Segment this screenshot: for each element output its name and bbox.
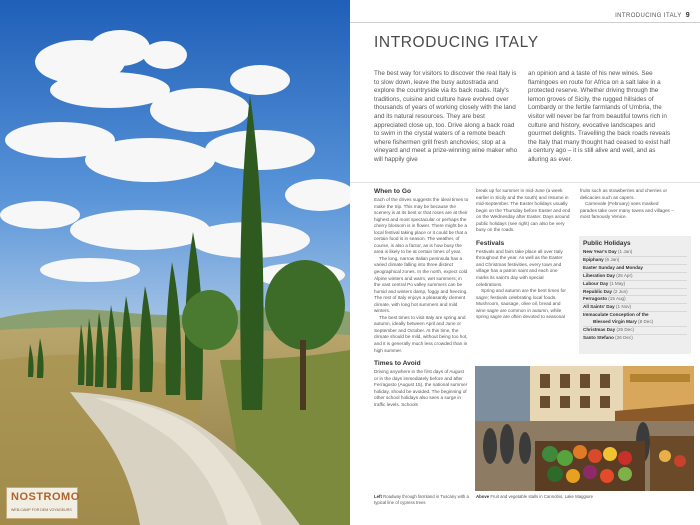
- holiday-row: [583, 273, 687, 281]
- holiday-date: (2 Jun): [613, 288, 628, 294]
- page-title: INTRODUCING ITALY: [374, 34, 539, 51]
- holiday-name: Ferragosto: [583, 296, 607, 302]
- body-column-2: [476, 188, 571, 321]
- holiday-name: Christmas Day: [583, 327, 616, 333]
- when-to-go-paragraph-1: Each of the drives suggests the ideal times to make the trip. This may be because the scenery is at its best or that roses are at their highest and most spectacular or perhaps the cherry blossom is in flower. There might be a local festival taking place or it could be that a certain food is in season. The weather, of course, is also a factor, as is how busy the area is likely to be at certain times of year.: [374, 197, 469, 255]
- holiday-name: Labour Day: [583, 280, 609, 286]
- holiday-date: (1 Jan): [617, 249, 633, 254]
- carnevale-paragraph: Carnevale (February) sees masked parades take over many towns and villages – most famously Venice.: [580, 201, 674, 220]
- festivals-heading: Festivals: [476, 239, 505, 247]
- holiday-name: Immaculate Conception of the: [583, 312, 649, 318]
- holiday-name: New Year's Day: [583, 249, 617, 254]
- broadleaf-tree: [265, 260, 345, 350]
- holiday-row: [583, 304, 687, 312]
- page-number: 9: [685, 12, 690, 19]
- holiday-row: [583, 265, 687, 273]
- produce-crates: [535, 441, 645, 491]
- holiday-date: (25 Apr): [616, 272, 633, 278]
- watermark-tagline: WEB-CAMP FOR DEM VOYAGEURS: [11, 508, 72, 512]
- holiday-row: [583, 249, 687, 257]
- caption-left-text: Roadway through farmland in Tuscany with a typical line of cypress trees: [374, 494, 469, 505]
- caption-above: [476, 494, 691, 500]
- text-page: [350, 0, 700, 525]
- holiday-name: Republic Day: [583, 288, 613, 294]
- watermark-brand: NOSTROMO: [11, 491, 80, 503]
- public-holidays-box: [579, 236, 691, 354]
- body-column-3: [580, 188, 675, 221]
- festivals-paragraph-1: Festivals and fairs take place all over Italy throughout the year. As well as the Easter and Christmas festivities, every town and village has a patron saint and each one marks its saint's day with special celebrations.: [476, 248, 563, 287]
- caption-above-label: Above: [476, 494, 490, 499]
- holiday-date: (15 Aug): [608, 296, 626, 302]
- intro-column-1: The best way for visitors to discover the real Italy is to slow down, leave the busy autostrada and explore the countryside via its back roads. Italy's traditions, cuisine and culture have evolved over thousands of years of working closely with the land and its natural resources. They are best appreciated close up, too. Drive along a back road to swim in the crystal waters of a remote beach where fishermen grill fresh anchovies; stop at a vineyard and meet a prize-winning wine maker who will happily give: [374, 70, 518, 163]
- school-holidays-paragraph: break up for summer in mid-June (a week earlier in Sicily and the south) and resume in mid-September. The Easter holidays usually begin on the Thursday before Easter and end on the Wednesday after Easter. Days around public holidays (see right) can also be very busy on the roads.: [476, 188, 571, 233]
- when-to-go-heading: When to Go: [374, 188, 411, 195]
- caption-above-text: Fruit and vegetable stalls in Cannobio, Lake Maggiore: [490, 494, 594, 499]
- intro-column-2: an opinion and a taste of his new wines. See flamingoes en route for Africa on a salt lake in a protected reserve. Whether driving through the lemon groves of Sicily, the rugged hillsides of Lombardy or the fertile farmlands of Umbria, the visitor will never be far from beautiful towns rich in culture and history, evocative landscapes and gourmet delights. Travelling the back roads reveals the Italy that many thought had ceased to exist half a century ago – it is still alive and well, and as alluring as ever.: [528, 70, 671, 163]
- market-photo: [475, 366, 694, 491]
- holiday-row: [583, 296, 687, 304]
- running-head: [615, 12, 690, 19]
- caption-left: [374, 494, 472, 505]
- holiday-date: (1 Nov): [616, 304, 632, 310]
- running-head-section: INTRODUCING ITALY: [615, 13, 682, 19]
- holiday-name: Santo Stefano: [583, 334, 614, 340]
- holiday-date: (26 Dec): [615, 334, 633, 340]
- when-to-go-paragraph-2: The long, narrow Italian peninsula has a varied climate falling into three distinct geographical zones. In the north, expect cold Alpine winters and warm, wet summers; in the vast central Po valley summers can be humid and winters damp, foggy and freezing. The rest of Italy enjoys a pleasantly clement climate, with long hot summers and mild winters.: [374, 255, 468, 314]
- holiday-row: [583, 312, 687, 319]
- festivals-paragraph-2: Spring and autumn are the best times for sagre; festivals celebrating local foods. Mushroom, sausage, olive oil, bread and wine sagre are common in autumn, while spring sagre are often devoted to seasonal: [476, 288, 566, 320]
- holiday-row: [583, 257, 687, 265]
- when-to-go-paragraph-3: The best times to visit Italy are spring and autumn, ideally between April and June or September and October. At this time, the climate should be mild, without being too hot, and it is generally much less crowded than in high summer.: [374, 314, 468, 353]
- holiday-date: (8 Dec): [638, 319, 654, 325]
- holiday-row: [583, 335, 687, 342]
- header-divider: [350, 22, 700, 23]
- market-stall-illustration: [475, 366, 694, 491]
- holiday-date: (1 May): [609, 280, 626, 286]
- holiday-name: Easter Sunday and Monday: [583, 264, 643, 270]
- holiday-row: [583, 319, 687, 327]
- watermark-logo: [6, 487, 78, 519]
- holiday-date: (25 Dec): [616, 327, 635, 333]
- holiday-row: [583, 327, 687, 335]
- public-holidays-heading: Public Holidays: [583, 240, 631, 247]
- caption-left-label: Left: [374, 494, 382, 499]
- sagre-paragraph: fruits such as strawberries and cherries or delicacies such as capers.: [580, 188, 668, 200]
- holiday-name: Epiphany: [583, 256, 604, 262]
- holiday-name: All Saints' Day: [583, 304, 615, 310]
- holiday-row: [583, 281, 687, 289]
- holiday-row: [583, 289, 687, 297]
- times-to-avoid-heading: Times to Avoid: [374, 360, 421, 368]
- intro-divider: [350, 182, 700, 183]
- holiday-date: (6 Jan): [604, 256, 620, 262]
- holiday-name: Liberation Day: [583, 272, 615, 278]
- times-to-avoid-paragraph: Driving anywhere in the first days of August or in the days immediately before and after Ferragosto (August 15), the national summer holiday, should be avoided. The beginning of other school holidays also sees a surge in traffic levels. Schools: [374, 369, 468, 407]
- holiday-name: Blessed Virgin Mary: [593, 319, 637, 325]
- body-column-1: [374, 188, 469, 408]
